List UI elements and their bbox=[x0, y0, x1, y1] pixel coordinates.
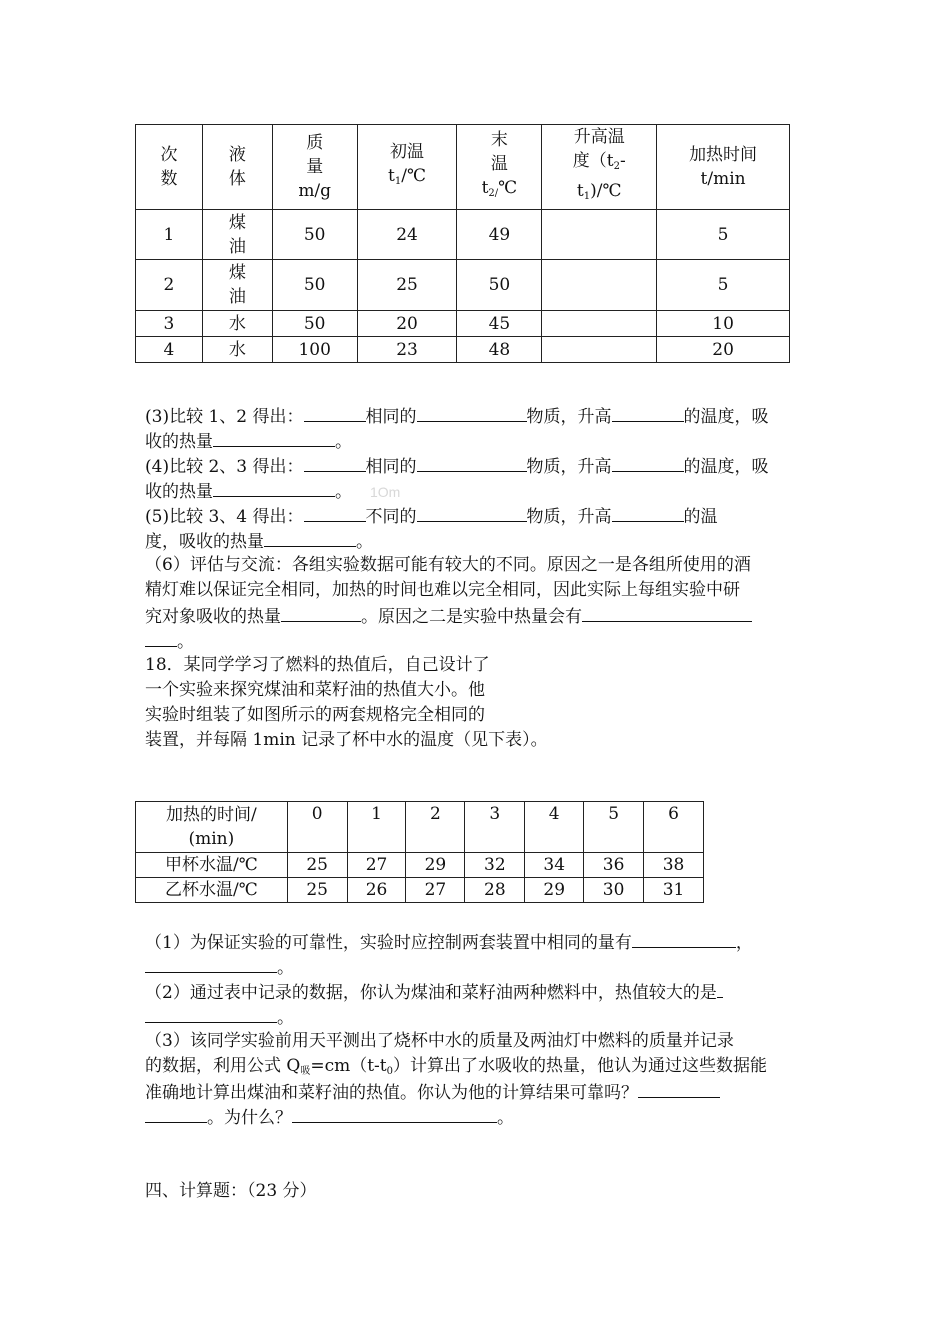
question-4-line-2 bbox=[145, 478, 400, 505]
question-3-line-2 bbox=[145, 428, 352, 455]
temp-rise-label-part: - t bbox=[576, 151, 626, 201]
answer-blank[interactable] bbox=[417, 503, 527, 522]
question-text: 究对象吸收的热量 bbox=[145, 607, 281, 627]
table-row bbox=[136, 853, 704, 878]
question-5-line-1 bbox=[145, 503, 718, 530]
faint-watermark-text: 1Om bbox=[370, 484, 401, 500]
table-cell: 25 bbox=[287, 853, 347, 878]
subscript: 2 bbox=[613, 161, 620, 172]
question-text: 的数据，利用公式 Q bbox=[145, 1056, 301, 1076]
table-cell: 5 bbox=[657, 210, 790, 260]
table-cell: 32 bbox=[465, 853, 525, 878]
answer-blank[interactable] bbox=[632, 929, 736, 948]
table-cell: 50 bbox=[272, 311, 357, 337]
temp-rise-label: 升高温 度（t bbox=[572, 127, 625, 171]
table-cell: 25 bbox=[287, 878, 347, 903]
table-cell: 36 bbox=[584, 853, 644, 878]
unit: /℃ bbox=[401, 166, 427, 186]
table-cell: 3 bbox=[136, 311, 203, 337]
table2-header-cell: 2 bbox=[406, 802, 465, 853]
question-text: 不同的 bbox=[365, 507, 417, 527]
table-cell: 45 bbox=[457, 311, 542, 337]
sub-question-2-line-2 bbox=[145, 1004, 294, 1031]
table-cell: 24 bbox=[357, 210, 457, 260]
table-cell: 27 bbox=[406, 878, 465, 903]
problem-18-line-2: 一个实验来探究煤油和菜籽油的热值大小。他 bbox=[145, 680, 485, 700]
table2-header-cell: 5 bbox=[584, 802, 644, 853]
table-cell: 34 bbox=[525, 853, 584, 878]
table2-header-row bbox=[136, 802, 704, 853]
table1-header-row bbox=[136, 125, 790, 210]
table-row bbox=[136, 878, 704, 903]
question-text: 物质，升高 bbox=[526, 507, 612, 527]
question-6-line-3 bbox=[145, 603, 752, 630]
table-cell bbox=[542, 210, 657, 260]
table-cell bbox=[542, 337, 657, 363]
initial-temp-label: 初温 t bbox=[388, 142, 425, 186]
answer-blank[interactable] bbox=[213, 428, 335, 447]
table-cell: 23 bbox=[357, 337, 457, 363]
question-text: 。 bbox=[277, 958, 294, 978]
table-cell: 煤 油 bbox=[202, 260, 272, 311]
answer-blank[interactable] bbox=[304, 503, 366, 522]
answer-blank[interactable] bbox=[213, 478, 335, 497]
answer-blank[interactable] bbox=[612, 403, 684, 422]
unit: )/℃ bbox=[590, 181, 622, 201]
table-row bbox=[136, 260, 790, 311]
question-text: ）计算出了水吸收的热量，他认为通过这些数据能 bbox=[393, 1056, 768, 1076]
question-text: 物质，升高 bbox=[526, 457, 612, 477]
question-text: 相同的 bbox=[365, 457, 417, 477]
question-text: 度，吸收的热量 bbox=[145, 532, 264, 552]
subscript: 1 bbox=[583, 191, 591, 202]
table-cell: 50 bbox=[457, 260, 542, 311]
question-text: 的温 bbox=[683, 507, 718, 527]
question-text: 。 bbox=[356, 532, 373, 552]
table-cell: 水 bbox=[202, 337, 272, 363]
table-cell: 5 bbox=[657, 260, 790, 311]
table-row bbox=[136, 337, 790, 363]
question-4-line-1 bbox=[145, 453, 769, 480]
question-text: 收的热量 bbox=[145, 482, 213, 502]
answer-blank[interactable] bbox=[304, 453, 366, 472]
table-cell: 49 bbox=[457, 210, 542, 260]
question-text: 收的热量 bbox=[145, 432, 213, 452]
table-cell: 煤 油 bbox=[202, 210, 272, 260]
question-text: 准确地计算出煤油和菜籽油的热值。你认为他的计算结果可靠吗？ bbox=[145, 1083, 638, 1103]
question-text: =cm（t-t bbox=[310, 1056, 387, 1076]
question-text: 。 bbox=[177, 632, 194, 652]
question-3-line-1 bbox=[145, 403, 769, 430]
table2-header-cell: 1 bbox=[347, 802, 406, 853]
answer-blank[interactable] bbox=[717, 979, 723, 998]
question-6-line-2: 精灯难以保证完全相同，加热的时间也难以完全相同，因此实际上每组实验中研 bbox=[145, 580, 740, 600]
table-cell: 50 bbox=[272, 210, 357, 260]
table-cell: 100 bbox=[272, 337, 357, 363]
table-cell: 10 bbox=[657, 311, 790, 337]
experiment-table-2 bbox=[135, 801, 704, 903]
table2-header-cell: 0 bbox=[287, 802, 347, 853]
question-text: 。 bbox=[497, 1108, 514, 1128]
subscript: 1 bbox=[394, 176, 402, 187]
subscript: 2/ bbox=[488, 188, 499, 199]
answer-blank[interactable] bbox=[145, 1004, 277, 1023]
table-cell: 27 bbox=[347, 853, 406, 878]
sub-question-3-line-4 bbox=[145, 1104, 514, 1131]
table-cell: 31 bbox=[644, 878, 704, 903]
question-6-line-4 bbox=[145, 628, 194, 655]
table-cell: 29 bbox=[525, 878, 584, 903]
table-cell: 甲杯水温/℃ bbox=[136, 853, 288, 878]
answer-blank[interactable] bbox=[145, 1104, 207, 1123]
table-cell: 20 bbox=[357, 311, 457, 337]
answer-blank[interactable] bbox=[145, 954, 277, 973]
table-cell: 30 bbox=[584, 878, 644, 903]
table1-header-cell: 液 体 bbox=[202, 125, 272, 210]
experiment-table-1 bbox=[135, 124, 790, 363]
question-6-line-1: （6）评估与交流：各组实验数据可能有较大的不同。原因之一是各组所使用的酒 bbox=[145, 555, 751, 575]
answer-blank[interactable] bbox=[304, 403, 366, 422]
table2-header-cell: 4 bbox=[525, 802, 584, 853]
table-row bbox=[136, 311, 790, 337]
problem-18-line-3: 实验时组装了如图所示的两套规格完全相同的 bbox=[145, 705, 485, 725]
table-cell: 25 bbox=[357, 260, 457, 311]
question-text: (5)比较 3、4 得出： bbox=[145, 507, 304, 527]
table-cell: 26 bbox=[347, 878, 406, 903]
problem-18-line-1: 18．某同学学习了燃料的热值后，自己设计了 bbox=[145, 655, 490, 675]
question-text: 。 bbox=[335, 432, 352, 452]
table-cell: 2 bbox=[136, 260, 203, 311]
answer-blank[interactable] bbox=[638, 1079, 720, 1098]
answer-blank[interactable] bbox=[582, 603, 752, 622]
question-text: 。原因之二是实验中热量会有 bbox=[361, 607, 582, 627]
table1-header-cell bbox=[357, 125, 457, 210]
question-text: 的温度，吸 bbox=[683, 407, 769, 427]
answer-blank[interactable] bbox=[292, 1104, 497, 1123]
sub-question-3-line-3 bbox=[145, 1079, 720, 1106]
question-text: (4)比较 2、3 得出： bbox=[145, 457, 304, 477]
table-cell bbox=[542, 260, 657, 311]
subscript: 0 bbox=[386, 1066, 394, 1077]
question-text: 。 bbox=[277, 1008, 294, 1028]
table-cell: 4 bbox=[136, 337, 203, 363]
question-text: ， bbox=[735, 933, 753, 953]
answer-blank[interactable] bbox=[417, 403, 527, 422]
table-cell: 50 bbox=[272, 260, 357, 311]
question-5-line-2 bbox=[145, 528, 373, 555]
question-text: 的温度，吸 bbox=[683, 457, 769, 477]
question-text: 相同的 bbox=[365, 407, 417, 427]
section-heading: 四、计算题：（23 分） bbox=[145, 1181, 317, 1201]
answer-blank[interactable] bbox=[612, 453, 684, 472]
sub-question-1-line-2 bbox=[145, 954, 294, 981]
table-cell bbox=[542, 311, 657, 337]
table-cell: 38 bbox=[644, 853, 704, 878]
answer-blank[interactable] bbox=[612, 503, 684, 522]
table1-header-cell bbox=[457, 125, 542, 210]
sub-question-2-line-1 bbox=[145, 979, 723, 1006]
unit: ℃ bbox=[498, 178, 518, 198]
table1-header-cell: 质 量 m/g bbox=[272, 125, 357, 210]
answer-blank[interactable] bbox=[145, 628, 177, 647]
question-text: （2）通过表中记录的数据，你认为煤油和菜籽油两种燃料中，热值较大的是 bbox=[145, 983, 717, 1003]
table1-header-cell: 加热时间 t/min bbox=[657, 125, 790, 210]
answer-blank[interactable] bbox=[264, 528, 356, 547]
table1-header-cell bbox=[542, 125, 657, 210]
table-cell: 1 bbox=[136, 210, 203, 260]
table2-header-cell: 3 bbox=[465, 802, 525, 853]
table-cell: 29 bbox=[406, 853, 465, 878]
table-cell: 20 bbox=[657, 337, 790, 363]
question-text: (3)比较 1、2 得出： bbox=[145, 407, 304, 427]
question-text: 物质，升高 bbox=[526, 407, 612, 427]
sub-question-3-line-1: （3）该同学实验前用天平测出了烧杯中水的质量及两油灯中燃料的质量并记录 bbox=[145, 1031, 734, 1051]
answer-blank[interactable] bbox=[417, 453, 527, 472]
table-cell: 28 bbox=[465, 878, 525, 903]
question-text: 。 bbox=[335, 482, 352, 502]
subscript: 吸 bbox=[300, 1066, 311, 1077]
question-text: 。为什么？ bbox=[207, 1108, 292, 1128]
table-cell: 水 bbox=[202, 311, 272, 337]
table2-header-cell: 6 bbox=[644, 802, 704, 853]
table-cell: 乙杯水温/℃ bbox=[136, 878, 288, 903]
sub-question-1-line-1 bbox=[145, 929, 753, 956]
table-row bbox=[136, 210, 790, 260]
question-text: （1）为保证实验的可靠性，实验时应控制两套装置中相同的量有 bbox=[145, 933, 632, 953]
table2-header-cell: 加热的时间/ (min) bbox=[136, 802, 288, 853]
table1-header-cell: 次 数 bbox=[136, 125, 203, 210]
problem-18-line-4: 装置，并每隔 1min 记录了杯中水的温度（见下表）。 bbox=[145, 730, 548, 750]
final-temp-label: 末 温 t bbox=[481, 130, 508, 198]
table-cell: 48 bbox=[457, 337, 542, 363]
answer-blank[interactable] bbox=[281, 603, 361, 622]
